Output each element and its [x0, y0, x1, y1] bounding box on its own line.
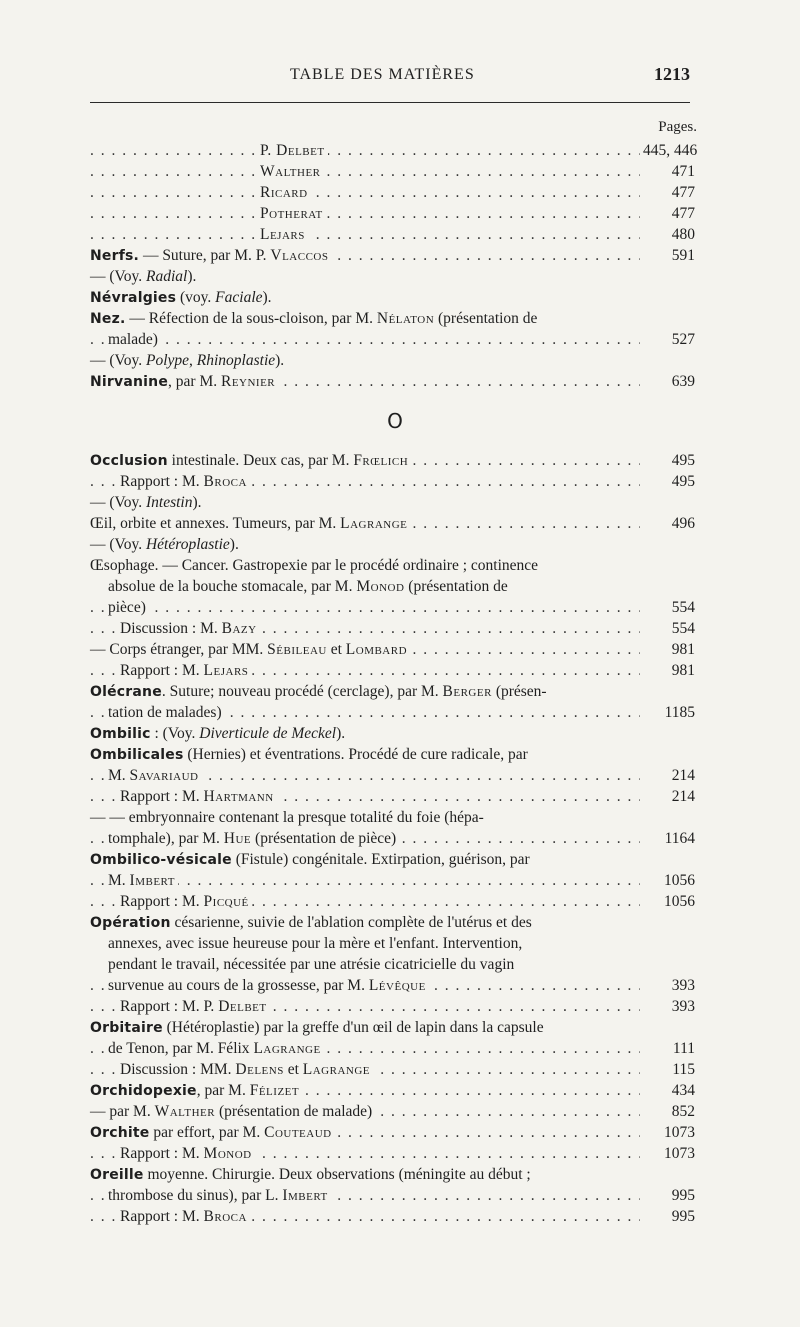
entry-text-part: , [189, 352, 197, 369]
index-entry-ombilicales-emb-2 [90, 828, 695, 849]
author-name: Lejars [260, 226, 305, 243]
entry-text [120, 1061, 373, 1078]
index-entry-ombilico [90, 849, 640, 870]
index-entry-oeil-voy [90, 534, 640, 555]
entry-text-part: thrombose du sinus), par L. [108, 1187, 283, 1204]
entry-text-part: Rhinoplastie [196, 352, 276, 369]
author-name: Walther [260, 163, 321, 180]
entry-text-part: et [283, 1061, 303, 1078]
page-reference: 1056 [640, 870, 695, 891]
entry-text-part: Hétéroplastie [145, 536, 230, 553]
index-entry-operation-rapport [90, 996, 695, 1017]
entry-text-part: ). [275, 352, 285, 369]
page-reference: 554 [640, 597, 695, 618]
entry-text [260, 184, 311, 201]
entry-keyword: Névralgies [90, 290, 177, 306]
entry-text-part: pièce) [108, 599, 146, 616]
entry-text-part: — (Voy. [90, 268, 146, 285]
entry-text-part: Rapport : M. [120, 893, 204, 910]
index-entry-orchidopexie [90, 1080, 695, 1101]
index-entry-nez [90, 308, 640, 329]
index-entry-lejars [90, 224, 695, 245]
page-reference: 477 [640, 203, 695, 224]
page-reference: 554 [640, 618, 695, 639]
entry-text-part: césarienne, suivie de l'ablation complète de l'utérus et des [170, 914, 532, 931]
author-name: Potherat [260, 205, 323, 222]
index-entry-ombilico-rapport [90, 891, 695, 912]
entry-text-part: — Suture, par M. P. [139, 247, 271, 264]
entry-keyword: Oreille [90, 1167, 144, 1183]
entry-keyword: Ombilico-vésicale [90, 852, 232, 868]
index-entry-ombilicales [90, 744, 640, 765]
page-reference: 471 [640, 161, 695, 182]
author-name: Monod [203, 1145, 252, 1162]
entry-text [90, 1082, 302, 1099]
entry-text-part: — par M. [90, 1103, 155, 1120]
index-entry-occlusion-rapport [90, 471, 695, 492]
entry-text [120, 1145, 255, 1162]
entry-text [90, 641, 410, 658]
section-letter: O [387, 409, 403, 433]
entry-text [90, 515, 410, 532]
page-reference: 495 [640, 450, 695, 471]
entry-text [260, 205, 326, 222]
entry-text [90, 1019, 547, 1036]
entry-text-part: Rapport : M. [120, 1145, 204, 1162]
index-entry-oreille-2 [90, 1185, 695, 1206]
entry-text-part: ). [262, 289, 272, 306]
entry-text-part: (présen- [491, 683, 547, 700]
entry-text-part: ). [229, 536, 239, 553]
entry-text-part: absolue de la bouche stomacale, par M. [108, 578, 357, 595]
entry-text [108, 578, 511, 595]
entry-text [260, 142, 328, 159]
entry-text-part: Polype [145, 352, 190, 369]
entry-text-part: Discussion : M. [120, 620, 222, 637]
entry-text [90, 1124, 335, 1141]
entry-text [108, 872, 178, 889]
page-reference: 981 [640, 639, 695, 660]
index-entry-nez-2 [90, 329, 695, 350]
index-entry-potherat [90, 203, 695, 224]
entry-text-part: tomphale), par M. [108, 830, 224, 847]
author-name: Lagrange [340, 515, 408, 532]
author-name: Delens [235, 1061, 284, 1078]
index-entry-operation-3 [90, 954, 640, 975]
entry-text [90, 1166, 534, 1183]
entry-text-part: Œsophage. — Cancer. Gastropexie par le procédé ordinaire ; continence [90, 557, 539, 574]
index-entry-oesophage-rapport [90, 660, 695, 681]
running-header [90, 64, 698, 88]
index-entry-ricard [90, 182, 695, 203]
page-reference: 115 [640, 1059, 695, 1080]
page-reference: 214 [640, 786, 695, 807]
index-entry-ombilic [90, 723, 640, 744]
index-entry-walther [90, 161, 695, 182]
entry-text [90, 914, 535, 931]
page-number: 1213 [654, 64, 690, 84]
index-entry-ombilicales-emb [90, 807, 640, 828]
entry-text-part: Radial [145, 268, 188, 285]
entry-keyword: Ombilicales [90, 747, 184, 763]
entry-text-part: survenue au cours de la grossesse, par M. [108, 977, 369, 994]
page-reference: 639 [640, 371, 695, 392]
index-entry-operation-2 [90, 933, 640, 954]
author-name: Lejars [203, 662, 249, 679]
entry-keyword: Occlusion [90, 453, 168, 469]
entry-text [90, 725, 348, 742]
entry-text [120, 893, 252, 910]
author-name: Berger [442, 683, 492, 700]
entry-text [260, 226, 308, 243]
author-name: Imbert [282, 1187, 328, 1204]
page-reference: 393 [640, 996, 695, 1017]
index-entry-olecrane-2 [90, 702, 695, 723]
page-reference: 1073 [640, 1143, 695, 1164]
author-name: Imbert [129, 872, 175, 889]
page-reference: 1164 [640, 828, 695, 849]
page-reference: 1056 [640, 891, 695, 912]
author-name: Lagrange [253, 1040, 321, 1057]
page-reference: 1185 [640, 702, 695, 723]
entry-text [90, 268, 199, 285]
page-reference: 995 [640, 1206, 695, 1227]
index-entry-ombilicales-rapport [90, 786, 695, 807]
entry-text [90, 557, 541, 574]
entry-text-part: par effort, par M. [149, 1124, 265, 1141]
entry-keyword: Orchidopexie [90, 1083, 197, 1099]
index-section-n [90, 140, 698, 392]
page-reference: 527 [640, 329, 695, 350]
entry-text [90, 452, 411, 469]
index-entry-nirvanine [90, 371, 695, 392]
entry-text [120, 662, 251, 679]
author-name: Lombard [345, 641, 408, 658]
page-reference: 852 [640, 1101, 695, 1122]
index-entry-occlusion-voy [90, 492, 640, 513]
author-name: Sébileau [267, 641, 327, 658]
index-entry-orbitaire [90, 1017, 640, 1038]
index-entry-oesophage-corps [90, 639, 695, 660]
page-reference: 496 [640, 513, 695, 534]
entry-keyword: Nerfs. [90, 248, 140, 264]
entry-text-part: annexes, avec issue heureuse pour la mère et l'enfant. Intervention, [108, 935, 523, 952]
entry-text [108, 767, 202, 784]
entry-keyword: Olécrane [90, 684, 162, 700]
entry-text-part: M. [108, 767, 130, 784]
entry-keyword: Orchite [90, 1125, 150, 1141]
index-entry-orchite [90, 1122, 695, 1143]
page-reference: 214 [640, 765, 695, 786]
entry-text-part: (présentation de [404, 578, 508, 595]
index-entry-orbitaire-disc [90, 1059, 695, 1080]
entry-text [90, 373, 278, 390]
entry-text [108, 977, 429, 994]
entry-text [108, 331, 161, 348]
entry-text [108, 830, 399, 847]
entry-text-part: (présentation de malade) [215, 1103, 373, 1120]
author-name: Bazy [221, 620, 257, 637]
index-entry-ombilico-2 [90, 870, 695, 891]
author-name: Picqué [203, 893, 249, 910]
entry-text [120, 998, 270, 1015]
index-entry-ombilicales-2 [90, 765, 695, 786]
entry-text-part: Discussion : MM. [120, 1061, 236, 1078]
entry-text-part: : (Voy. [150, 725, 200, 742]
entry-text [90, 1103, 375, 1120]
author-name: Ricard [260, 184, 308, 201]
index-entry-oesophage [90, 555, 640, 576]
index-entry-operation [90, 912, 640, 933]
entry-text [120, 620, 260, 637]
entry-text-part: (Fistule) congénitale. Extirpation, guérison, par [231, 851, 530, 868]
entry-text [90, 494, 205, 511]
index-entry-orchidopexie-2 [90, 1101, 695, 1122]
author-name: Savariaud [129, 767, 199, 784]
index-entry-oesophage-2 [90, 576, 640, 597]
entry-text-part: (voy. [176, 289, 216, 306]
entry-text [108, 1187, 331, 1204]
index-body [90, 140, 698, 1227]
author-name: Broca [203, 473, 247, 490]
entry-text-part: Rapport : M. P. [120, 998, 219, 1015]
entry-text [90, 352, 287, 369]
index-entry-orchite-rapport [90, 1143, 695, 1164]
page-reference: 434 [640, 1080, 695, 1101]
entry-text-part: moyenne. Chirurgie. Deux observations (méningite au début ; [143, 1166, 531, 1183]
entry-text-part: (Hétéroplastie) par la greffe d'un œil de lapin dans la capsule [162, 1019, 544, 1036]
author-name: Vlaccos [270, 247, 329, 264]
author-name: Reynier [220, 373, 276, 390]
entry-keyword: Nirvanine [90, 374, 169, 390]
index-section-o [90, 450, 695, 1227]
entry-text-part: ). [192, 494, 202, 511]
entry-text [90, 683, 550, 700]
entry-text-part: — (Voy. [90, 536, 146, 553]
page-reference: 1073 [640, 1122, 695, 1143]
index-entry-nevralgies [90, 287, 640, 308]
entry-text-part: — Corps étranger, par MM. [90, 641, 268, 658]
entry-text [90, 809, 487, 826]
index-entry-orbitaire-2 [90, 1038, 695, 1059]
entry-text-part: — Réfection de la sous-cloison, par M. [125, 310, 377, 327]
entry-keyword: Ombilic [90, 726, 151, 742]
author-name: Monod [356, 578, 405, 595]
entry-text-part: Rapport : M. [120, 473, 204, 490]
entry-text-part: — (Voy. [90, 352, 146, 369]
author-name: Hue [223, 830, 252, 847]
entry-text-part: Rapport : M. [120, 662, 204, 679]
page-reference: 495 [640, 471, 695, 492]
entry-text-part: (Hernies) et éventrations. Procédé de cure radicale, par [183, 746, 528, 763]
entry-text [260, 163, 324, 180]
entry-text-part: — — embryonnaire contenant la presque totalité du foie (hépa- [90, 809, 484, 826]
index-entry-oesophage-3 [90, 597, 695, 618]
entry-text-part: tation de malades) [108, 704, 222, 721]
index-entry-oreille-rapport [90, 1206, 695, 1227]
entry-text [108, 935, 525, 952]
entry-text [90, 310, 540, 327]
index-entry-occlusion [90, 450, 695, 471]
author-name: P. Delbet [260, 142, 325, 159]
entry-text [90, 746, 531, 763]
entry-keyword: Opération [90, 915, 171, 931]
page-reference: 591 [640, 245, 695, 266]
index-entry-nez-voy [90, 350, 640, 371]
author-name: Walther [154, 1103, 216, 1120]
entry-text [90, 851, 533, 868]
index-entry-olecrane [90, 681, 640, 702]
entry-text-part: Diverticule de Meckel [199, 725, 337, 742]
author-name: Nélaton [376, 310, 435, 327]
entry-text-part: . Suture; nouveau procédé (cerclage), par M. [161, 683, 443, 700]
entry-text-part: Rapport : M. [120, 788, 204, 805]
entry-text [108, 704, 225, 721]
entry-text-part: M. [108, 872, 130, 889]
page-reference: 111 [640, 1038, 695, 1059]
page-reference: 445, 446 [640, 140, 695, 161]
entry-text [90, 289, 275, 306]
entry-text-part: — (Voy. [90, 494, 146, 511]
index-entry-oesophage-disc [90, 618, 695, 639]
entry-text-part: (présentation de pièce) [251, 830, 397, 847]
page-reference: 480 [640, 224, 695, 245]
author-name: Hartmann [203, 788, 274, 805]
index-entry-nerfs-voy [90, 266, 640, 287]
index-entry-operation-4 [90, 975, 695, 996]
entry-text-part: , par M. [168, 373, 221, 390]
author-name: Félizet [249, 1082, 300, 1099]
entry-keyword: Orbitaire [90, 1020, 163, 1036]
entry-keyword: Nez. [90, 311, 126, 327]
index-entry-nerfs [90, 245, 695, 266]
pages-column-label: Pages. [658, 119, 697, 135]
author-name: Couteaud [264, 1124, 332, 1141]
page-reference: 981 [640, 660, 695, 681]
header-rule [90, 102, 690, 103]
entry-text-part: malade) [108, 331, 158, 348]
author-name: Lagrange [302, 1061, 371, 1078]
author-name: Delbet [218, 998, 267, 1015]
entry-text-part: (présentation de [434, 310, 538, 327]
index-entry-oeil [90, 513, 695, 534]
entry-text-part: et [326, 641, 346, 658]
entry-text [120, 1208, 250, 1225]
entry-text-part: Rapport : M. [120, 1208, 204, 1225]
entry-text-part: pendant le travail, nécessitée par une atrésie cicatricielle du vagin [108, 956, 515, 973]
entry-text [90, 536, 242, 553]
entry-text [108, 599, 149, 616]
entry-text-part: intestinale. Deux cas, par M. [167, 452, 354, 469]
entry-text-part: , par M. [196, 1082, 250, 1099]
entry-text-part: Intestin [145, 494, 193, 511]
entry-text [90, 247, 331, 264]
entry-text-part: Œil, orbite et annexes. Tumeurs, par M. [90, 515, 341, 532]
entry-text-part: ). [336, 725, 346, 742]
index-entry-oreille [90, 1164, 640, 1185]
entry-text [108, 956, 517, 973]
entry-text-part: ). [187, 268, 197, 285]
author-name: Broca [203, 1208, 247, 1225]
index-entry-delbet [90, 140, 698, 161]
entry-text [120, 788, 277, 805]
page-reference: 393 [640, 975, 695, 996]
entry-text-part: Faciale [215, 289, 263, 306]
page-reference: 995 [640, 1185, 695, 1206]
entry-text-part: de Tenon, par M. Félix [108, 1040, 254, 1057]
header-title: TABLE DES MATIÈRES [290, 66, 475, 83]
page-reference: 477 [640, 182, 695, 203]
entry-text [120, 473, 250, 490]
author-name: Lévêque [368, 977, 426, 994]
entry-text [108, 1040, 324, 1057]
author-name: Frœlich [353, 452, 409, 469]
